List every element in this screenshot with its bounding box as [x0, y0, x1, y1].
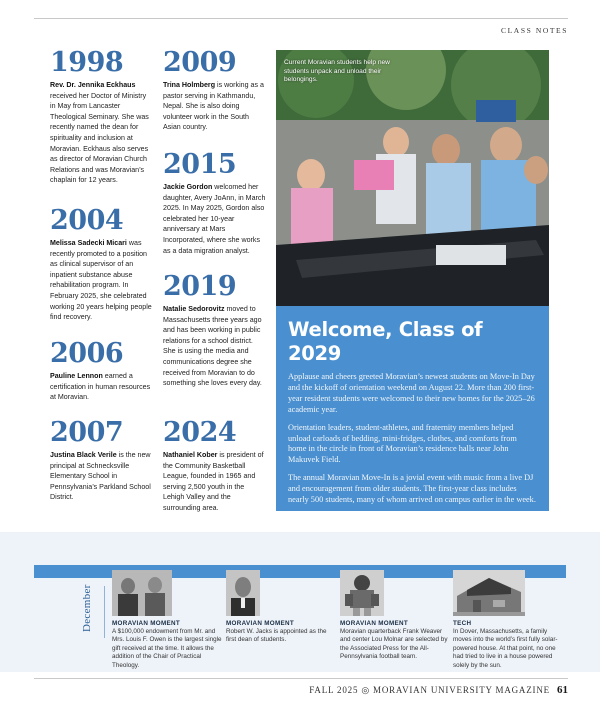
alum-name: Jackie Gordon [163, 183, 213, 191]
move-in-photo-illustration [276, 50, 549, 306]
photo-caption: Current Moravian students help new students unpack and unload their belongings. [284, 59, 390, 84]
class-note-text: Jackie Gordon welcomed her daughter, Avery JoAnn, in March 2025. In May 2025, Gordon also celebrated her 10-year anniversary at Mars Incorporated, where she works as a data migration analyst. [163, 183, 266, 255]
section-label: CLASS NOTES [501, 26, 568, 35]
welcome-box [276, 306, 549, 511]
football-players-image [340, 570, 384, 616]
alum-name: Justina Black Verile [50, 451, 117, 459]
solar-house-photo [453, 570, 563, 616]
timeline-item [112, 570, 222, 670]
alum-name: Trina Holmberg [163, 81, 216, 89]
timeline-item-text: A $100,000 endowment from Mr. and Mrs. Louis F. Owen is the largest single gift received at the time. It allows the addition of the Chair of Practical Theology. [112, 628, 222, 669]
class-note-entry [50, 48, 152, 186]
solar-house-image [453, 570, 525, 616]
alum-name: Nathaniel Kober [163, 451, 218, 459]
class-note-entry [163, 150, 267, 256]
timeline-divider [104, 586, 105, 638]
class-year: 2019 [163, 271, 237, 302]
footer-issue: FALL 2025 [309, 685, 359, 695]
alum-name: Pauline Lennon [50, 372, 103, 380]
class-year: 1998 [50, 47, 124, 78]
class-year: 2007 [50, 417, 124, 448]
timeline-item-title: MORAVIAN MOMENT [340, 620, 409, 627]
timeline-item-text: Moravian quarterback Frank Weaver and center Lou Molnar are selected by the Associated Press for the All-Pennsylvania football team. [340, 628, 448, 661]
class-note-entry [163, 272, 267, 389]
class-year: 2006 [50, 338, 124, 369]
class-note-entry [50, 339, 152, 403]
class-year: 2009 [163, 47, 237, 78]
timeline-item [226, 570, 336, 645]
jacks-portrait-image [226, 570, 260, 616]
alum-name: Rev. Dr. Jennika Eckhaus [50, 81, 136, 89]
portrait-photo [226, 570, 336, 616]
class-year: 2004 [50, 205, 124, 236]
footer-rule [34, 678, 568, 679]
class-note-text: Nathaniel Kober is president of the Community Basketball League, founded in 1965 and serving 2,500 youth in the Lehigh Valley and the surrounding area. [163, 451, 264, 512]
class-note-entry [50, 418, 152, 503]
class-year: 2024 [163, 417, 237, 448]
class-note-entry [163, 48, 267, 133]
timeline-item-title: MORAVIAN MOMENT [112, 620, 181, 627]
timeline-item-text: In Dover, Massachusetts, a family moves into the world’s first fully solar-powered house. At that point, no one had tried to live in a house powered solely by the sun. [453, 628, 558, 669]
owens-portrait-image [112, 570, 172, 616]
footer-magazine: MORAVIAN UNIVERSITY MAGAZINE [373, 685, 550, 695]
footer-separator: ◎ [361, 685, 370, 695]
class-note-text: Pauline Lennon earned a certification in human resources at Moravian. [50, 372, 151, 402]
football-photo [340, 570, 450, 616]
class-year: 2015 [163, 149, 237, 180]
portrait-photo [112, 570, 222, 616]
class-note-text: Trina Holmberg is working as a pastor serving in Kathmandu, Nepal. She is also doing volunteer work in the South Asian country. [163, 81, 264, 132]
alum-name: Natalie Sedorovitz [163, 305, 225, 313]
welcome-paragraph: Orientation leaders, student-athletes, and fraternity members helped unload carloads of bedding, mini-fridges, clothes, and comforts from home in the circle in front of Moravian’s residence halls near John Makuvek Field. [288, 422, 517, 465]
class-note-text: Melissa Sadecki Micari was recently promoted to a position as clinical supervisor of an inpatient substance abuse rehabilitation program. In February 2025, she celebrated working 20 years helping people find recovery. [50, 239, 152, 322]
move-in-photo [276, 50, 549, 306]
timeline-item [340, 570, 450, 662]
welcome-title: Welcome, Class of 2029 [288, 318, 483, 365]
class-note-text: Natalie Sedorovitz moved to Massachusetts three years ago and has been working in public relations for a school district. She is using the media and communications degree she received from Moravian to do something she loves every day. [163, 305, 262, 388]
top-rule [34, 18, 568, 19]
page-number: 61 [557, 684, 568, 696]
timeline-item-text: Robert W. Jacks is appointed as the first dean of students. [226, 628, 327, 644]
timeline-item-title: MORAVIAN MOMENT [226, 620, 295, 627]
class-note-entry [50, 206, 152, 323]
class-note-text: Rev. Dr. Jennika Eckhaus received her Doctor of Ministry in May from Lancaster Theological Seminary. She was recently named the dean for spirituality and inclusion at Moravian. Eckhaus also serves as director of Moravian Church Relations and was Moravian’s chaplain for 12 years. [50, 81, 149, 185]
class-note-entry [163, 418, 267, 514]
timeline-item [453, 570, 563, 670]
page-footer [309, 684, 568, 696]
welcome-paragraph: Applause and cheers greeted Moravian’s newest students on Move-In Day and the kickoff of orientation weekend on August 22. More than 200 first-year resident students were welcomed to their new homes for the 2025–26 academic year. [288, 372, 535, 414]
alum-name: Melissa Sadecki Micari [50, 239, 127, 247]
welcome-paragraph: The annual Moravian Move-In is a jovial event with music from a live DJ and encouragement from older students. The first-year class includes nearly 500 students, many of whom arrived on campus earlier in the week. [288, 473, 536, 505]
class-note-text: Justina Black Verile is the new principal at Schnecksville Elementary School in Pennsylvania’s Parkland School District. [50, 451, 151, 502]
timeline-item-title: TECH [453, 620, 472, 627]
timeline-month: December [81, 584, 93, 632]
